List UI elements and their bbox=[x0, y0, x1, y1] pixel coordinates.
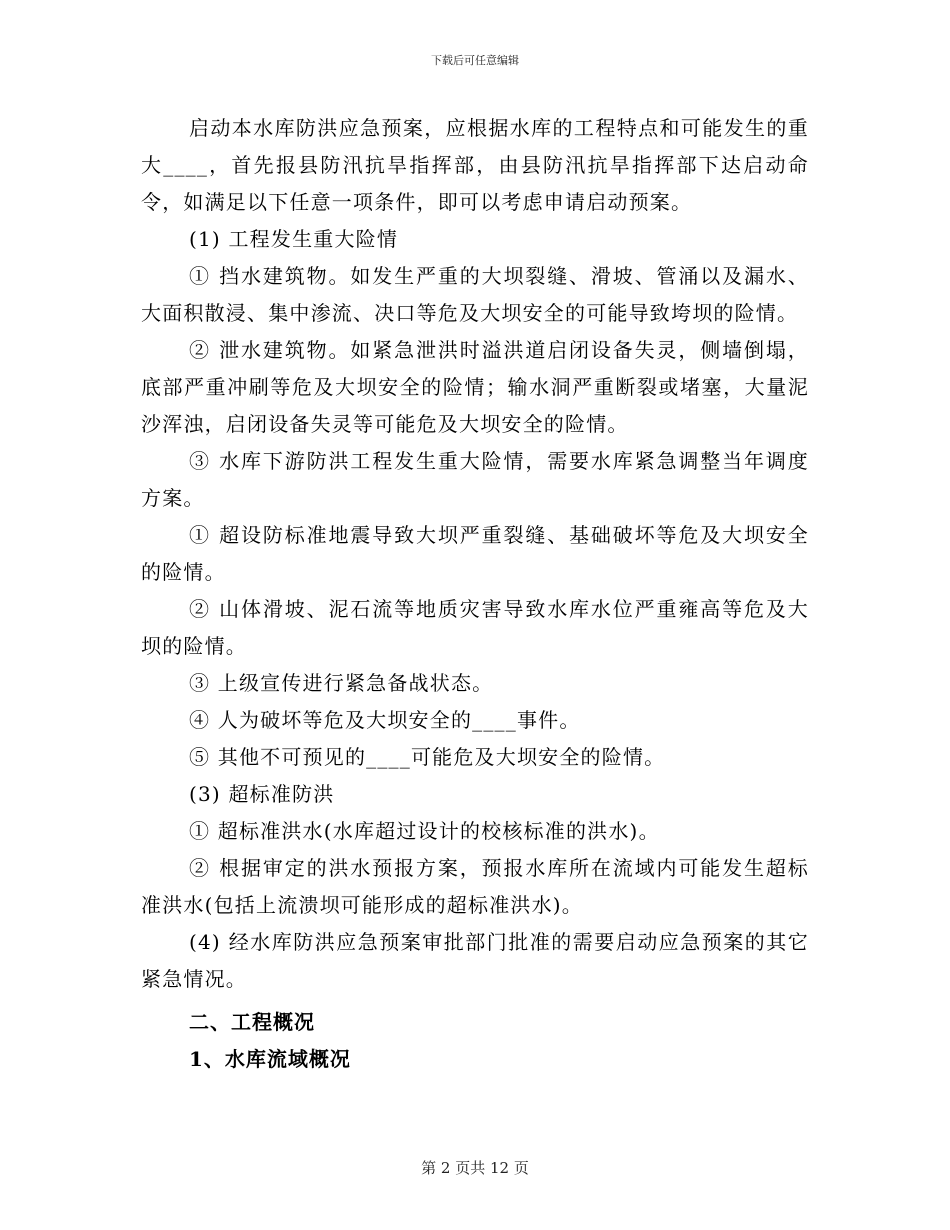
paragraph-downstream-works: ③ 水库下游防洪工程发生重大险情，需要水库紧急调整当年调度方案。 bbox=[141, 449, 809, 510]
paragraph-over-standard-flood: ① 超标准洪水(水库超过设计的校核标准的洪水)。 bbox=[189, 819, 660, 843]
paragraph-condition-1-title: (1) 工程发生重大险情 bbox=[189, 227, 399, 251]
paragraph-unforeseen: ⑤ 其他不可预见的____可能危及大坝安全的险情。 bbox=[189, 745, 666, 769]
paragraph-intro: 启动本水库防洪应急预案，应根据水库的工程特点和可能发生的重大____，首先报县防汛抗旱指挥部，由县防汛抗旱指挥部下达启动命令，如满足以下任意一项条件，即可以考虑申请启动预案。 bbox=[141, 116, 809, 214]
subsection-heading-basin-overview: 1、水库流域概况 bbox=[189, 1047, 351, 1071]
paragraph-sabotage: ④ 人为破坏等危及大坝安全的____事件。 bbox=[189, 708, 581, 732]
paragraph-discharge-structures: ② 泄水建筑物。如紧急泄洪时溢洪道启闭设备失灵，侧墙倒塌，底部严重冲刷等危及大坝安全的险情；输水洞严重断裂或堵塞，大量泥沙浑浊，启闭设备失灵等可能危及大坝安全的险情。 bbox=[141, 338, 809, 436]
page-header-note: 下载后可任意编辑 bbox=[431, 54, 519, 67]
paragraph-condition-3-title: (3) 超标准防洪 bbox=[189, 782, 335, 806]
paragraph-landslide: ② 山体滑坡、泥石流等地质灾害导致水库水位严重雍高等危及大坝的险情。 bbox=[141, 597, 809, 658]
paragraph-forecast: ② 根据审定的洪水预报方案，预报水库所在流域内可能发生超标准洪水(包括上流溃坝可能形成的超标准洪水)。 bbox=[141, 856, 809, 917]
paragraph-war-readiness: ③ 上级宣传进行紧急备战状态。 bbox=[189, 671, 494, 695]
paragraph-condition-4: (4) 经水库防洪应急预案审批部门批准的需要启动应急预案的其它紧急情况。 bbox=[141, 930, 809, 991]
document-body bbox=[141, 110, 809, 1078]
paragraph-earthquake: ① 超设防标准地震导致大坝严重裂缝、基础破坏等危及大坝安全的险情。 bbox=[141, 523, 809, 584]
section-heading-project-overview: 二、工程概况 bbox=[189, 1010, 315, 1034]
paragraph-retaining-structures: ① 挡水建筑物。如发生严重的大坝裂缝、滑坡、管涌以及漏水、大面积散浸、集中渗流、决口等危及大坝安全的可能导致垮坝的险情。 bbox=[141, 264, 809, 325]
page-number: 第 2 页共 12 页 bbox=[421, 1159, 529, 1177]
